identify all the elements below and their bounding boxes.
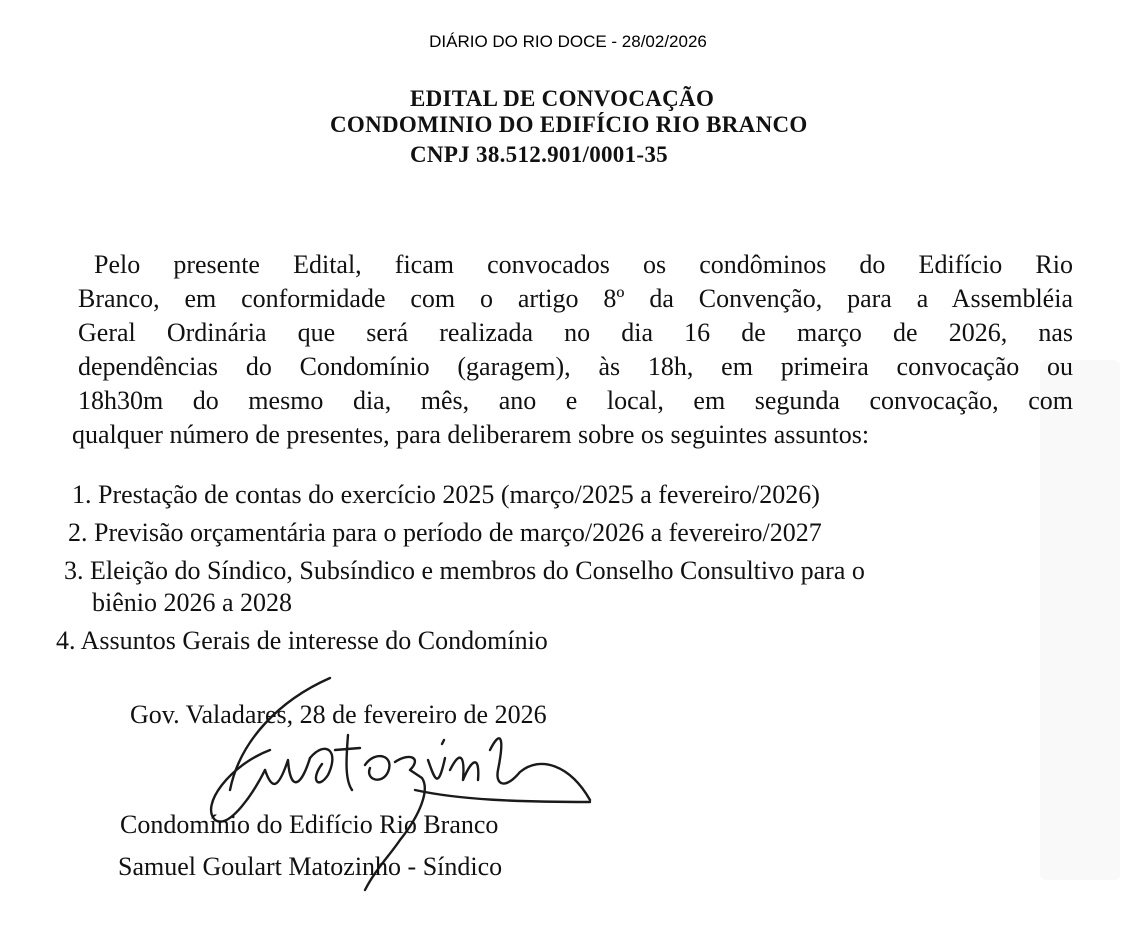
agenda-item-3-continuation: biênio 2026 a 2028 <box>92 588 293 617</box>
agenda-item-1: 1. Prestação de contas do exercício 2025 (março/2025 a fevereiro/2026) <box>72 480 820 509</box>
condominium-name: CONDOMINIO DO EDIFÍCIO RIO BRANCO <box>330 112 808 137</box>
place-and-date: Gov. Valadares, 28 de fevereiro de 2026 <box>130 700 547 729</box>
agenda-item-4: 4. Assuntos Gerais de interesse do Condomínio <box>56 626 548 655</box>
body-line-2: Branco, em conformidade com o artigo 8º da Convenção, para a Assembléia <box>78 284 1073 313</box>
cnpj-number: CNPJ 38.512.901/0001-35 <box>410 142 668 167</box>
agenda-item-3: 3. Eleição do Síndico, Subsíndico e membros do Conselho Consultivo para o <box>64 556 865 585</box>
body-line-4: dependências do Condomínio (garagem), às 18h, em primeira convocação ou <box>78 352 1073 381</box>
body-line-3: Geral Ordinária que será realizada no dia 16 de março de 2026, nas <box>78 318 1073 347</box>
signatory-organization: Condomínio do Edifício Rio Branco <box>120 810 499 839</box>
notice-title: EDITAL DE CONVOCAÇÃO <box>410 86 715 111</box>
body-line-6: qualquer número de presentes, para deliberarem sobre os seguintes assuntos: <box>72 420 870 449</box>
agenda-item-2: 2. Previsão orçamentária para o período de março/2026 a fevereiro/2027 <box>68 518 822 547</box>
newspaper-masthead: DIÁRIO DO RIO DOCE - 28/02/2026 <box>429 32 707 51</box>
body-line-5: 18h30m do mesmo dia, mês, ano e local, em segunda convocação, com <box>78 386 1073 415</box>
signatory-name-role: Samuel Goulart Matozinho - Síndico <box>118 852 503 881</box>
body-line-1: Pelo presente Edital, ficam convocados os condôminos do Edifício Rio <box>94 250 1073 279</box>
